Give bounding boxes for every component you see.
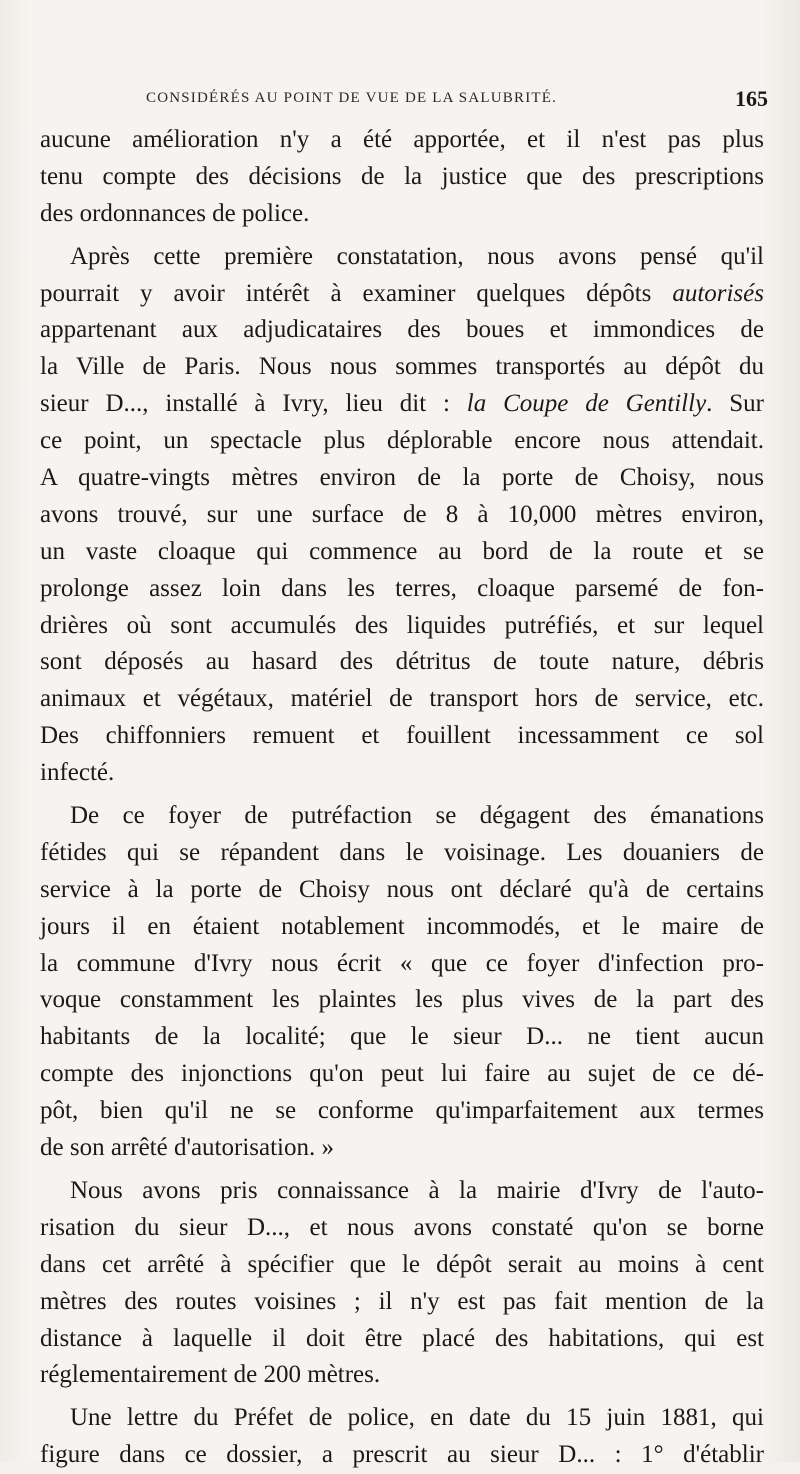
text-line: ce point, un spectacle plus déplorable encore nous attendait. (40, 427, 764, 455)
text-line: compte des injonctions qu'on peut lui faire au sujet de ce dé- (40, 1060, 764, 1088)
page-header (40, 86, 770, 116)
text-line: sont déposés au hasard des détritus de toute nature, débris (40, 648, 764, 676)
italic-phrase: autorisés (672, 279, 764, 307)
text-line: prolonge assez loin dans les terres, cloaque parsemé de fon- (40, 574, 764, 602)
text-line: de son arrêté d'autorisation. » (40, 1134, 334, 1162)
text-line: dans cet arrêté à spécifier que le dépôt serait au moins à cent (40, 1250, 764, 1278)
text-line: distance à laquelle il doit être placé des habitations, qui est (40, 1324, 764, 1352)
text-line: jours il en étaient notablement incommodés, et le maire de (40, 912, 764, 940)
text-line: Nous avons pris connaissance à la mairie d'Ivry de l'auto- (70, 1176, 764, 1204)
text-line: animaux et végétaux, matériel de transport hors de service, etc. (40, 685, 764, 713)
text-line: fétides qui se répandent dans le voisinage. Les douaniers de (40, 838, 764, 866)
page-number: 165 (735, 86, 768, 111)
text-line: drières où sont accumulés des liquides putréfiés, et sur lequel (40, 611, 764, 639)
text-line: avons trouvé, sur une surface de 8 à 10,000 mètres environ, (40, 500, 764, 528)
text-line: infecté. (40, 759, 115, 787)
italic-phrase: la Coupe de Gentilly (466, 390, 707, 418)
text-line: appartenant aux adjudicataires des boues et immondices de (40, 316, 764, 344)
body-text (40, 122, 764, 1474)
text-line: un vaste cloaque qui commence au bord de la route et se (40, 537, 764, 565)
text-line: mètres des routes voisines ; il n'y est pas fait mention de la (40, 1287, 764, 1315)
text-line: pourrait y avoir intérêt à examiner quelques dépôts autorisés (40, 279, 764, 307)
text-line: risation du sieur D..., et nous avons constaté qu'on se borne (40, 1213, 764, 1241)
text-line: Après cette première constatation, nous avons pensé qu'il (70, 242, 764, 270)
text-line: voque constamment les plaintes les plus vives de la part des (40, 986, 764, 1014)
text-line: la commune d'Ivry nous écrit « que ce foyer d'infection pro- (40, 949, 764, 977)
text-line: la Ville de Paris. Nous nous sommes transportés au dépôt du (40, 353, 764, 381)
text-line: réglementairement de 200 mètres. (40, 1361, 381, 1389)
text-line: service à la porte de Choisy nous ont déclaré qu'à de certains (40, 875, 764, 903)
text-line: A quatre-vingts mètres environ de la porte de Choisy, nous (40, 464, 764, 492)
text-line: habitants de la localité; que le sieur D... ne tient aucun (40, 1023, 764, 1051)
text-line: De ce foyer de putréfaction se dégagent des émanations (70, 802, 764, 830)
text-line: pôt, bien qu'il ne se conforme qu'imparfaitement aux termes (40, 1097, 764, 1125)
text-line: aucune amélioration n'y a été apportée, et il n'est pas plus (40, 126, 764, 153)
text-line: Une lettre du Préfet de police, en date du 15 juin 1881, qui (70, 1404, 764, 1432)
text-line: sieur D..., installé à Ivry, lieu dit : la Coupe de Gentilly. Sur (40, 390, 764, 418)
running-title: CONSIDÉRÉS AU POINT DE VUE DE LA SALUBRITÉ. (146, 90, 558, 106)
text-line: figure dans ce dossier, a prescrit au sieur D... : 1° d'établir (40, 1441, 764, 1469)
text-line: Des chiffonniers remuent et fouillent incessamment ce sol (40, 722, 764, 750)
text-line: tenu compte des décisions de la justice que des prescriptions (40, 162, 764, 190)
text-line: des ordonnances de police. (40, 199, 310, 227)
